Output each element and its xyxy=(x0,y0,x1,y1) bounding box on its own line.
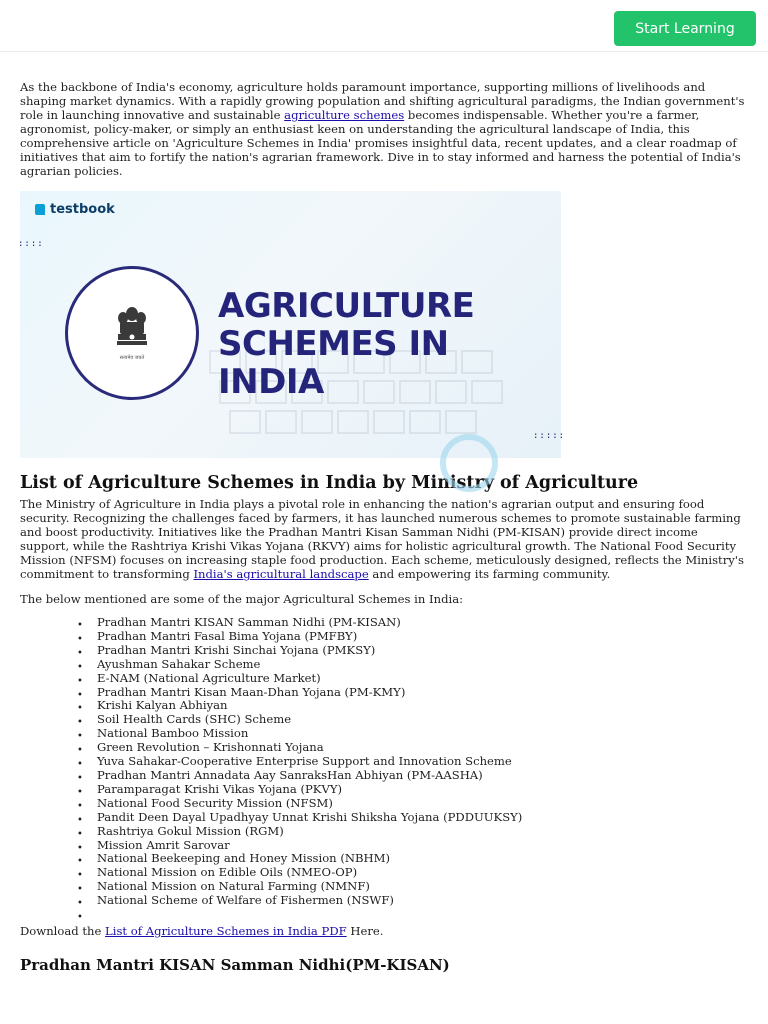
download-line xyxy=(20,924,750,938)
testbook-logo xyxy=(35,202,115,217)
decorative-circle xyxy=(440,434,498,492)
scheme-list-item: • National Beekeeping and Honey Mission (NBHM) xyxy=(97,852,750,866)
intro-text-2: becomes indispensable. Whether you're a farmer, agronomist, policy-maker, or simply an enthusiast keen on understanding the agricultural landscape of India, this comprehensive article on 'Agriculture Schemes in India' promises insightful data, recent updates, and a clear roadmap of initiatives that aim to fortify the nation's agrarian framework. Dive in to stay informed and harness the potential of India's agrarian policies. xyxy=(20,108,741,178)
intro-text-1: As the backbone of India's economy, agriculture holds paramount importance, supporting millions of livelihoods and shaping market dynamics. With a rapidly growing population and shifting agricultural paradigms, the Indian government's role in launching innovative and sustainable xyxy=(20,80,745,122)
scheme-list-item xyxy=(97,908,750,922)
scheme-list-item: • Soil Health Cards (SHC) Scheme xyxy=(97,713,750,727)
scheme-list-item: • Ayushman Sahakar Scheme xyxy=(97,658,750,672)
national-emblem xyxy=(65,266,199,400)
section-heading: List of Agriculture Schemes in India by Ministry of Agriculture xyxy=(20,473,639,493)
scheme-list-item: • National Mission on Natural Farming (NMNF) xyxy=(97,880,750,894)
scheme-list-item: • E-NAM (National Agriculture Market) xyxy=(97,672,750,686)
download-suffix: Here. xyxy=(346,923,384,938)
scheme-list-item: • Pradhan Mantri Krishi Sinchai Yojana (PMKSY) xyxy=(97,644,750,658)
scheme-list-item: • Green Revolution – Krishonnati Yojana xyxy=(97,741,750,755)
article-content xyxy=(20,80,750,974)
scheme-list-item: • Rashtriya Gokul Mission (RGM) xyxy=(97,825,750,839)
banner-title-line1: AGRICULTURE xyxy=(218,286,475,326)
start-learning-button[interactable]: Start Learning xyxy=(614,11,756,46)
schemes-list xyxy=(20,616,750,922)
scheme-list-item: • National Mission on Edible Oils (NMEO-OP) xyxy=(97,866,750,880)
schemes-pdf-link[interactable]: List of Agriculture Schemes in India PDF xyxy=(105,923,347,938)
scheme-list-item: • Krishi Kalyan Abhiyan xyxy=(97,699,750,713)
ministry-text-1: The Ministry of Agriculture in India plays a pivotal role in enhancing the nation's agrarian output and ensuring food security. Recognizing the challenges faced by farmers, it has launched numerous schemes to promote sustainable farming and boost productivity. Initiatives like the Pradhan Mantri Kisan Samman Nidhi (PM-KISAN) provide direct income support, while the Rashtriya Krishi Vikas Yojana (RKVY) aims for holistic agricultural growth. The National Food Security Mission (NFSM) focuses on increasing staple food production. Each scheme, meticulously designed, reflects the Ministry's commitment to transforming xyxy=(20,497,744,581)
emblem-caption: सत्यमेव जयते xyxy=(119,354,145,361)
lion-capital-icon xyxy=(114,306,150,352)
scheme-list-item: • Pradhan Mantri Kisan Maan-Dhan Yojana (PM-KMY) xyxy=(97,686,750,700)
testbook-logo-icon xyxy=(35,204,45,215)
agriculture-schemes-link[interactable]: agriculture schemes xyxy=(284,108,405,122)
list-intro: The below mentioned are some of the major Agricultural Schemes in India: xyxy=(20,592,464,606)
scheme-list-item: • Paramparagat Krishi Vikas Yojana (PKVY) xyxy=(97,783,750,797)
dot-pattern-icon: ::::: xyxy=(533,431,566,441)
banner-title-line2: SCHEMES IN INDIA xyxy=(218,324,449,402)
scheme-list-item: • National Scheme of Welfare of Fishermen (NSWF) xyxy=(97,894,750,908)
agricultural-landscape-link[interactable]: India's agricultural landscape xyxy=(193,567,369,581)
intro-paragraph xyxy=(20,80,750,178)
pm-kisan-heading: Pradhan Mantri KISAN Samman Nidhi(PM-KISAN) xyxy=(20,955,450,974)
scheme-list-item: • Mission Amrit Sarovar xyxy=(97,839,750,853)
scheme-list-item: • Yuva Sahakar-Cooperative Enterprise Support and Innovation Scheme xyxy=(97,755,750,769)
scheme-list-item: • Pandit Deen Dayal Upadhyay Unnat Krishi Shiksha Yojana (PDDUUKSY) xyxy=(97,811,750,825)
banner-image xyxy=(18,191,566,458)
brand-name: testbook xyxy=(50,202,115,217)
dot-pattern-icon: :::: xyxy=(18,239,44,249)
scheme-list-item: • Pradhan Mantri Annadata Aay SanraksHan Abhiyan (PM-AASHA) xyxy=(97,769,750,783)
scheme-list-item: • National Food Security Mission (NFSM) xyxy=(97,797,750,811)
download-prefix: Download the xyxy=(20,923,106,938)
scheme-list-item: • National Bamboo Mission xyxy=(97,727,750,741)
ministry-text-2: and empowering its farming community. xyxy=(368,567,611,581)
top-bar xyxy=(0,0,768,52)
banner-title xyxy=(218,287,561,401)
scheme-list-item: • Pradhan Mantri KISAN Samman Nidhi (PM-KISAN) xyxy=(97,616,750,630)
ministry-paragraph xyxy=(20,497,750,581)
scheme-list-item: • Pradhan Mantri Fasal Bima Yojana (PMFBY) xyxy=(97,630,750,644)
